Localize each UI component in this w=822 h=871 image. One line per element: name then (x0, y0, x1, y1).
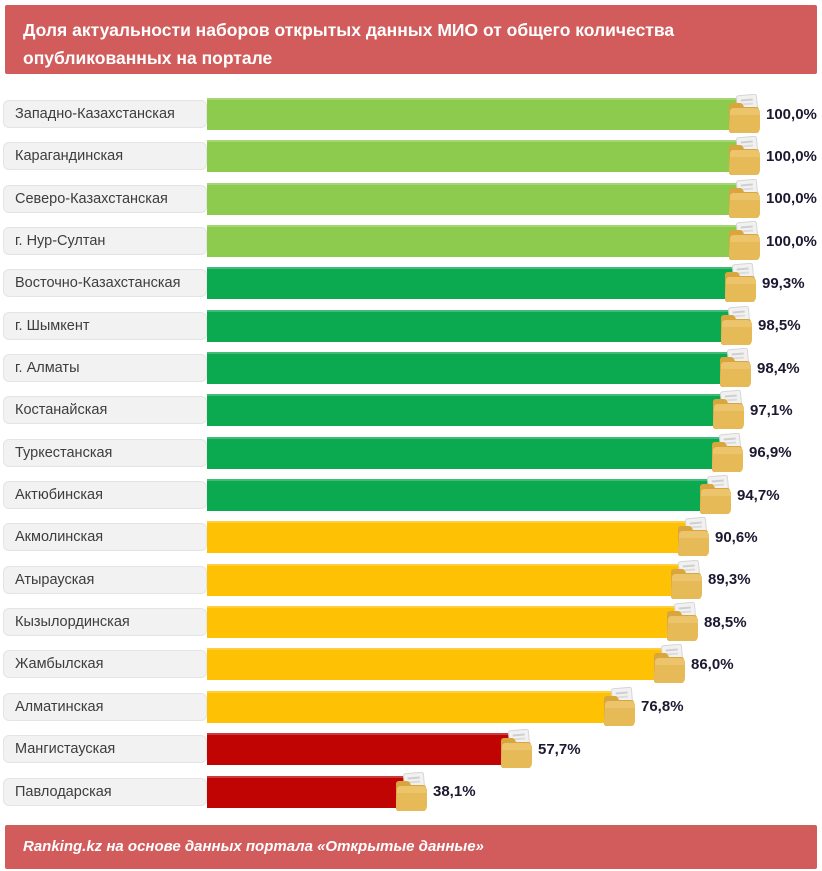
folder-icon (697, 475, 733, 515)
value-bar (207, 98, 745, 130)
folder-icon (498, 729, 534, 769)
value-bar (207, 310, 737, 342)
value-bar (207, 352, 736, 384)
footer-source-text: Ranking.kz на основе данных портала «Открытые данные» (23, 838, 484, 855)
value-label: 96,9% (749, 444, 792, 462)
value-label: 89,3% (708, 571, 751, 589)
folder-icon (709, 433, 745, 473)
folder-icon (726, 136, 762, 176)
region-label: Актюбинская (3, 481, 207, 509)
region-label: Карагандинская (3, 142, 207, 170)
folder-icon (393, 772, 429, 812)
region-label: Алматинская (3, 693, 207, 721)
region-label: г. Нур-Султан (3, 227, 207, 255)
bar-row (0, 135, 822, 177)
bar-row (0, 601, 822, 643)
title-banner (5, 5, 817, 74)
value-label: 90,6% (715, 529, 758, 547)
region-label: Восточно-Казахстанская (3, 269, 207, 297)
value-label: 100,0% (766, 232, 817, 250)
region-label: Костанайская (3, 396, 207, 424)
region-label: Атырауская (3, 566, 207, 594)
value-bar (207, 733, 517, 765)
value-bar (207, 564, 687, 596)
folder-icon (710, 390, 746, 430)
value-label: 98,5% (758, 317, 801, 335)
region-label: г. Алматы (3, 354, 207, 382)
region-label: Мангистауская (3, 735, 207, 763)
folder-icon (718, 306, 754, 346)
folder-icon (726, 94, 762, 134)
value-label: 94,7% (737, 486, 780, 504)
folder-icon (722, 263, 758, 303)
value-bar (207, 606, 683, 638)
value-label: 57,7% (538, 740, 581, 758)
folder-icon (717, 348, 753, 388)
bar-row (0, 347, 822, 389)
value-bar (207, 267, 741, 299)
region-label: Туркестанская (3, 439, 207, 467)
bar-row (0, 220, 822, 262)
folder-icon (726, 221, 762, 261)
value-label: 100,0% (766, 105, 817, 123)
value-bar (207, 183, 745, 215)
chart-title: Доля актуальности наборов открытых данных МИО от общего количества опубликованных на портале (23, 20, 675, 68)
value-bar (207, 648, 670, 680)
value-bar (207, 521, 694, 553)
value-label: 100,0% (766, 190, 817, 208)
value-bar (207, 225, 745, 257)
value-bar (207, 437, 728, 469)
region-label: г. Шымкент (3, 312, 207, 340)
bar-row (0, 389, 822, 431)
value-label: 76,8% (641, 698, 684, 716)
bar-row (0, 728, 822, 770)
value-label: 100,0% (766, 148, 817, 166)
value-label: 38,1% (433, 783, 476, 801)
value-label: 99,3% (762, 275, 805, 293)
bar-row (0, 643, 822, 685)
value-bar (207, 776, 412, 808)
region-label: Кызылординская (3, 608, 207, 636)
folder-icon (651, 644, 687, 684)
folder-icon (668, 560, 704, 600)
folder-icon (675, 517, 711, 557)
footer-banner (5, 825, 817, 869)
folder-icon (726, 179, 762, 219)
value-bar (207, 140, 745, 172)
bar-row (0, 559, 822, 601)
bar-row (0, 771, 822, 813)
bar-chart (0, 93, 822, 813)
value-bar (207, 691, 620, 723)
bar-row (0, 305, 822, 347)
bar-row (0, 93, 822, 135)
folder-icon (664, 602, 700, 642)
folder-icon (601, 687, 637, 727)
region-label: Жамбылская (3, 650, 207, 678)
bar-row (0, 516, 822, 558)
bar-row (0, 262, 822, 304)
value-label: 97,1% (750, 402, 793, 420)
value-bar (207, 394, 729, 426)
bar-row (0, 178, 822, 220)
value-label: 98,4% (757, 359, 800, 377)
bar-row (0, 432, 822, 474)
region-label: Северо-Казахстанская (3, 185, 207, 213)
region-label: Павлодарская (3, 778, 207, 806)
value-label: 86,0% (691, 656, 734, 674)
region-label: Западно-Казахстанская (3, 100, 207, 128)
region-label: Акмолинская (3, 523, 207, 551)
bar-row (0, 686, 822, 728)
value-bar (207, 479, 716, 511)
bar-row (0, 474, 822, 516)
value-label: 88,5% (704, 613, 747, 631)
